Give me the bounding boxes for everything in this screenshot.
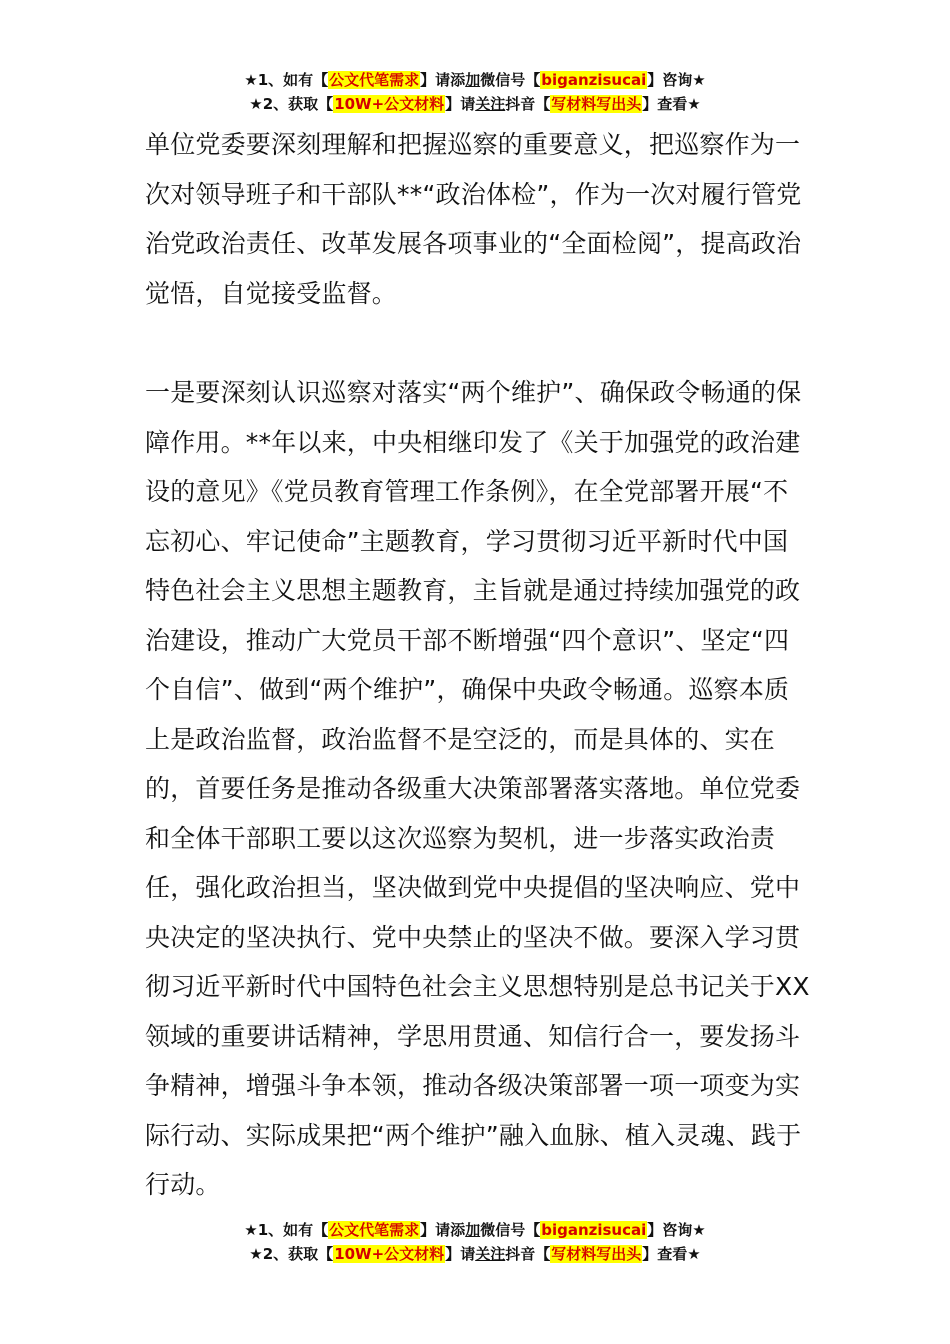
banner-text: 】请添 (420, 1221, 466, 1239)
body-paragraph-1: 单位党委要深刻理解和把握巡察的重要意义，把巡察作为一次对领导班子和干部队**“政治体检”，作为一次对履行管党治党政治责任、改革发展各项事业的“全面检阅”，提高政治觉悟，自觉接受监督。 (145, 130, 802, 308)
banner-line-2 (0, 92, 950, 116)
banner-highlight: 10W+公文材料 (334, 1245, 445, 1263)
banner-highlight: 公文代笔需求 (329, 1221, 420, 1239)
banner-text: 】请添 (420, 71, 466, 89)
banner-text: 】请 (445, 95, 476, 113)
banner-highlight: 写材料写出头 (551, 95, 642, 113)
banner-text: 微信号【 (480, 71, 541, 89)
banner-text: 】查看★ (642, 95, 701, 113)
banner-text: ★1、如有【 (244, 71, 329, 89)
banner-text: ★2、获取【 (249, 1245, 334, 1263)
body-paragraph-2: 一是要深刻认识巡察对落实“两个维护”、确保政令畅通的保障作用。**年以来，中央相继印发了《关于加强党的政治建设的意见》《党员教育管理工作条例》，在全党部署开展“不忘初心、牢记使命”主题教育，学习贯彻习近平新时代中国特色社会主义思想主题教育，主旨就是通过持续加强党的政治建设，推动广大党员干部不断增强“四个意识”、坚定“四个自信”、做到“两个维护”，确保中央政令畅通。巡察本质上是政治监督，政治监督不是空泛的，而是具体的、实在的，首要任务是推动各级重大决策部署落实落地。单位党委和全体干部职工要以这次巡察为契机，进一步落实政治责任，强化政治担当，坚决做到党中央提倡的坚决响应、党中央决定的坚决执行、党中央禁止的坚决不做。要深入学习贯彻习近平新时代中国特色社会主义思想特别是总书记关于XX领域的重要讲话精神，学思用贯通、知信行合一，要发扬斗争精神，增强斗争本领，推动各级决策部署一项一项变为实际行动、实际成果把“两个维护”融入血脉、植入灵魂、践于行动。 (145, 378, 810, 1199)
banner-text: 抖音【 (505, 1245, 551, 1263)
banner-text: 】查看★ (642, 1245, 701, 1263)
banner-text: 】请 (445, 1245, 476, 1263)
banner-text: ★2、获取【 (249, 95, 334, 113)
banner-text: 】咨询★ (647, 1221, 706, 1239)
banner-text: 】咨询★ (647, 71, 706, 89)
footer-banner (0, 1218, 950, 1266)
banner-highlight: 公文代笔需求 (329, 71, 420, 89)
banner-underlined-text: 关注 (475, 1245, 506, 1263)
banner-highlight: biganzisucai (541, 1221, 647, 1239)
banner-highlight: 10W+公文材料 (334, 95, 445, 113)
banner-line-1 (0, 1218, 950, 1242)
banner-underlined-text: 加 (465, 71, 481, 89)
banner-highlight: 写材料写出头 (551, 1245, 642, 1263)
banner-underlined-text: 关注 (475, 95, 506, 113)
banner-line-2 (0, 1242, 950, 1266)
header-banner (0, 68, 950, 116)
banner-text: 抖音【 (505, 95, 551, 113)
banner-text: ★1、如有【 (244, 1221, 329, 1239)
banner-highlight: biganzisucai (541, 71, 647, 89)
banner-text: 微信号【 (480, 1221, 541, 1239)
banner-line-1 (0, 68, 950, 92)
banner-underlined-text: 加 (465, 1221, 481, 1239)
